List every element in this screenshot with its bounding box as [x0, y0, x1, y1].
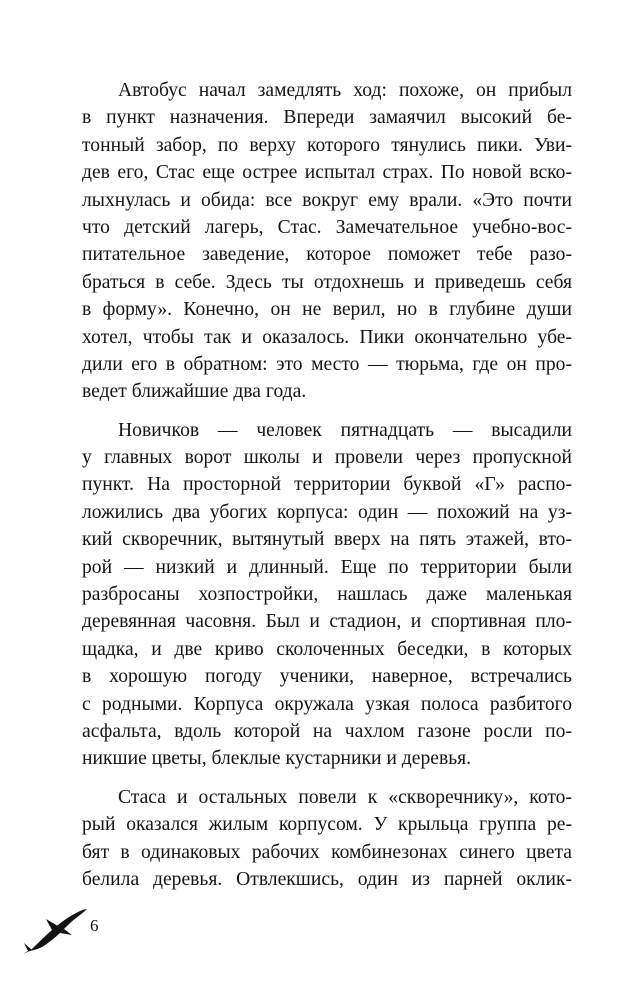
text-line: что детский лагерь, Стас. Замечательное учебно-вос- — [82, 216, 572, 238]
text-line: дев его, Стас еще острее испытал страх. По новой вско- — [82, 162, 572, 184]
text-line: в форму». Конечно, он не верил, но в глубине души — [82, 299, 572, 321]
text-line: пункт. На просторной территории буквой «Г» распо- — [82, 474, 572, 496]
text-line: ведет ближайшие два года. — [82, 381, 307, 403]
text-line: рой — низкий и длинный. Еще по территории были — [82, 556, 572, 578]
text-line: ложились два убогих корпуса: один — похожий на уз- — [82, 501, 572, 523]
text-line: асфальта, вдоль которой на чахлом газоне росли по- — [82, 720, 572, 742]
text-line: лыхнулась и обида: все вокруг ему врали. «Это почти — [82, 189, 572, 211]
text-line: хотел, чтобы так и оказалось. Пики окончательно убе- — [82, 326, 572, 348]
body-text — [82, 77, 572, 893]
text-line: кий скворечник, вытянутый вверх на пять этажей, вто- — [82, 529, 572, 551]
text-line: никшие цветы, блеклые кустарники и деревья. — [82, 748, 472, 770]
text-line: питательное заведение, которое поможет тебе разо- — [82, 244, 572, 266]
paragraph-3 — [82, 784, 572, 894]
text-line: в хорошую погоду ученики, наверное, встречались — [82, 666, 572, 688]
shark-icon — [22, 905, 92, 955]
text-line: рый оказался жилым корпусом. У крыльца группа ре- — [82, 814, 572, 836]
page-number: 6 — [90, 916, 99, 935]
text-line: щадка, и две криво сколоченных беседки, в которых — [82, 638, 572, 660]
paragraph-2 — [82, 417, 572, 773]
paragraph-1 — [82, 77, 572, 406]
text-line: с родными. Корпуса окружала узкая полоса разбитого — [82, 693, 572, 715]
text-line: Автобус начал замедлять ход: похоже, он прибыл — [118, 80, 572, 101]
text-line: дили его в обратном: это место — тюрьма, где он про- — [82, 353, 572, 375]
page-footer — [22, 905, 142, 965]
text-line: у главных ворот школы и провели через пропускной — [82, 447, 572, 469]
text-line: Новичков — человек пятнадцать — высадили — [118, 419, 572, 441]
text-line: бят в одинаковых рабочих комбинезонах синего цвета — [82, 841, 572, 863]
text-line: разбросаны хозпостройки, нашлась даже маленькая — [82, 584, 572, 606]
text-line: деревянная часовня. Был и стадион, и спортивная пло- — [82, 611, 572, 633]
text-line: Стаса и остальных повели к «скворечнику», кото- — [118, 786, 572, 808]
text-line: тонный забор, по верху которого тянулись пики. Уви- — [82, 134, 572, 156]
text-line: браться в себе. Здесь ты отдохнешь и приведешь себя — [82, 271, 572, 293]
text-line: в пункт назначения. Впереди замаячил высокий бе- — [82, 107, 572, 129]
text-line: белила деревья. Отвлекшись, один из парней оклик- — [82, 868, 572, 890]
